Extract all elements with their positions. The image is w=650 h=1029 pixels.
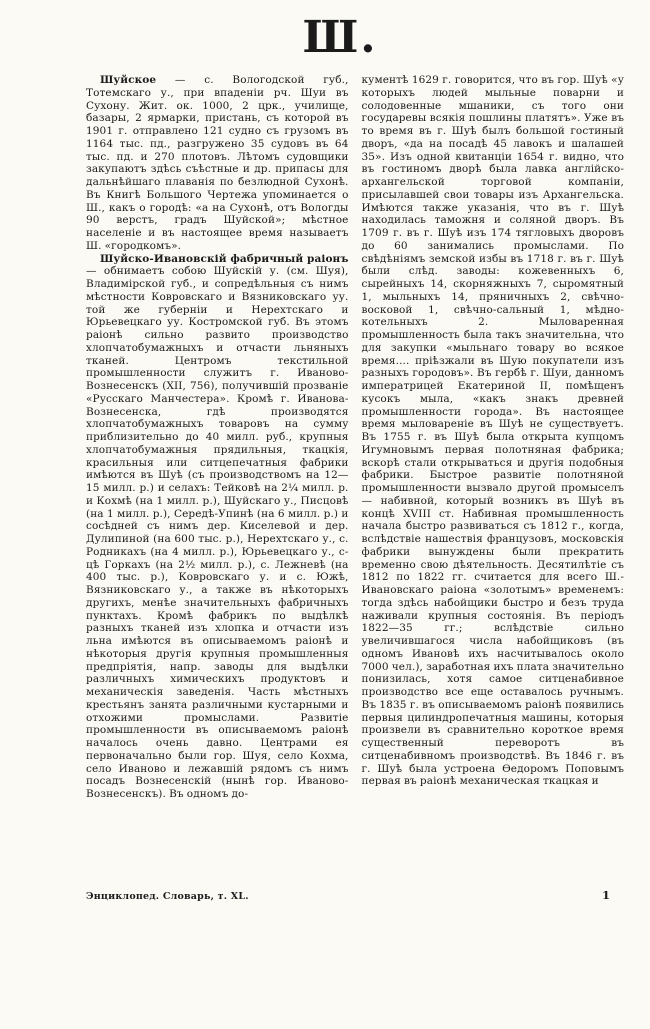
text-columns [0,60,650,882]
entry-term: Шуйско-Ивановскій фабричный раіонъ [100,252,349,265]
page-number: 1 [601,888,610,902]
entry-body: — с. Вологодской губ., Тотемскаго у., при впаденіи рч. Шуи въ Сухону. Жит. ок. 1000, 2 црк., училище, базары, 2 ярмарки, пристань, съ которой въ 1901 г. отправлено 121 судно съ грузомъ въ 1164 тыс. пд., разгружено 35 судовъ въ 64 тыс. пд. и 270 плотовъ. Лѣтомъ судовщики закупаютъ здѣсь съѣстные и др. припасы для дальнѣйшаго плаванія по безлюдной Сухонѣ. Въ Книгѣ Большого Чертежа упоминается о Ш., какъ о городѣ: «а на Сухонѣ, отъ Вологды 90 верстъ, градъ Шуйской»; мѣстное населеніе и въ настоящее время называетъ Ш. «городкомъ». [86,74,349,252]
left-column [86,74,349,882]
entry-continuation-text: кументѣ 1629 г. говорится, что въ гор. Шуѣ «у которыхъ людей мыльные поварни и солодовенные мшаники, съ того они государевы всякія пошлины платятъ». Уже въ то время въ г. Шуѣ былъ большой гостиный дворъ, «да на посадѣ 45 лавокъ и шалашей 35». Изъ одной квитанціи 1654 г. видно, что въ гостиномъ дворѣ была лавка англійско-архангельской торговой компаніи, присылавшей свои товары изъ Архангельска. Имѣются также указанія, что въ г. Шуѣ находилась таможня и соляной дворъ. Въ 1709 г. въ г. Шуѣ изъ 174 тягловыхъ дворовъ до 60 занимались промыслами. По свѣдѣніямъ земской избы въ 1718 г. въ г. Шуѣ были слѣд. заводы: кожевенныхъ 6, сырейныхъ 14, скорняжныхъ 7, сыромятный 1, мыльныхъ 14, пряничныхъ 2, свѣчно-восковой 1, свѣчно-сальный 1, мѣдно-котельныхъ 2. Мыловаренная промышленность была такъ значительна, что для закупки «мыльнаго товару во всякое время.... пріѣзжали въ Шую покупатели изъ разныхъ городовъ». Въ гербѣ г. Шуи, данномъ императрицей Екатериной II, помѣщенъ кусокъ мыла, «какъ знакъ древней промышленности города». Въ настоящее время мыловареніе въ Шуѣ не существуетъ. Въ 1755 г. въ Шуѣ была открыта купцомъ Игумновымъ первая полотняная фабрика; вскорѣ стали открываться и другія подобныя фабрики. Быстрое развитіе полотняной промышленности вызвало другой промыселъ — набивной, который возникъ въ Шуѣ въ концѣ XVIII ст. Набивная промышленность начала быстро развиваться съ 1812 г., когда, вслѣдствіе нашествія французовъ, московскія фабрики вынуждены были прекратить временно свою дѣятельность. Десятилѣтіе съ 1812 по 1822 гг. считается для всего Ш.-Ивановскаго раіона «золотымъ» временемъ: тогда здѣсь набойщики быстро и безъ труда наживали крупныя состоянія. Въ періодъ 1822—35 гг.; вслѣдствіе сильно увеличившагося числа набойщиковъ (въ одномъ Ивановѣ ихъ насчитывалось около 7000 чел.), заработная ихъ плата значительно понизилась, хотя самое ситценабивное производство все еще оставалось ручнымъ. Въ 1835 г. въ описываемомъ раіонѣ появились первыя цилиндропечатныя машины, которыя произвели въ сравнительно короткое время существенный переворотъ въ ситценабивномъ производствѣ. Въ 1846 г. въ г. Шуѣ была устроена Ѳедоромъ Поповымъ первая въ раіонѣ механическая ткацкая и [361,74,624,788]
section-letter-heading: Ш. [302,12,378,63]
page-footer [0,882,650,902]
edition-note: Энциклопед. Словарь, т. XL. [86,891,249,902]
entry-shuyskoye [86,74,349,253]
entry-body: — обнимаетъ собою Шуйскій у. (см. Шуя), Владимірской губ., и сопредѣльныя съ нимъ мѣстности Ковровскаго и Вязниковскаго уу. той же губерніи и Нерехтскаго и Юрьевецкаго уу. Костромской губ. Въ этомъ раіонѣ сильно развито производство хлопчатобумажныхъ и отчасти льняныхъ тканей. Центромъ текстильной промышленности служитъ г. Иваново-Вознесенскъ (XII, 756), получившій прозваніе «Русскаго Манчестера». Кромѣ г. Иванова-Вознесенска, гдѣ производятся хлопчатобумажныхъ товаровъ на сумму приблизительно до 40 милл. руб., крупныя хлопчатобумажныя прядильныя, ткацкія, красильныя или ситцепечатныя фабрики имѣются въ Шуѣ (съ производствомъ на 12—15 милл. р.) и селахъ: Тейковѣ на 2¼ милл. р. и Кохмѣ (на 1 милл. р.), Шуйскаго у., Писцовѣ (на 1 милл. р.), Середѣ-Упинѣ (на 6 милл. р.) и сосѣдней съ нимъ дер. Киселевой и дер. Дулипиной (на 600 тыс. р.), Нерехтскаго у., с. Родникахъ (на 4 милл. р.), Юрьевецкаго у., с-цѣ Горкахъ (на 2½ милл. р.), с. Лежневѣ (на 400 тыс. р.), Ковровскаго у. и с. Южѣ, Вязниковскаго у., а также въ нѣкоторыхъ другихъ, менѣе значительныхъ фабричныхъ пунктахъ. Кромѣ фабрикъ по выдѣлкѣ разныхъ тканей изъ хлопка и отчасти изъ льна имѣются въ описываемомъ раіонѣ и нѣкоторыя другія крупныя промышленныя предпріятія, напр. заводы для выдѣлки различныхъ химическихъ продуктовъ и механическія заведенія. Часть мѣстныхъ крестьянъ занята различными кустарными и отхожими промыслами. Развитіе промышленности въ описываемомъ раіонѣ началось очень давно. Центрами ея первоначально были гор. Шуя, село Кохма, село Иваново и лежавшій рядомъ съ нимъ посадъ Вознесенскій (нынѣ гор. Иваново-Вознесенскъ). Въ одномъ до- [86,265,349,800]
entry-shuysko-ivanovsky-rayon [86,253,349,801]
page-header [0,0,650,63]
right-column [362,74,625,882]
entry-term: Шуйское [100,74,157,86]
